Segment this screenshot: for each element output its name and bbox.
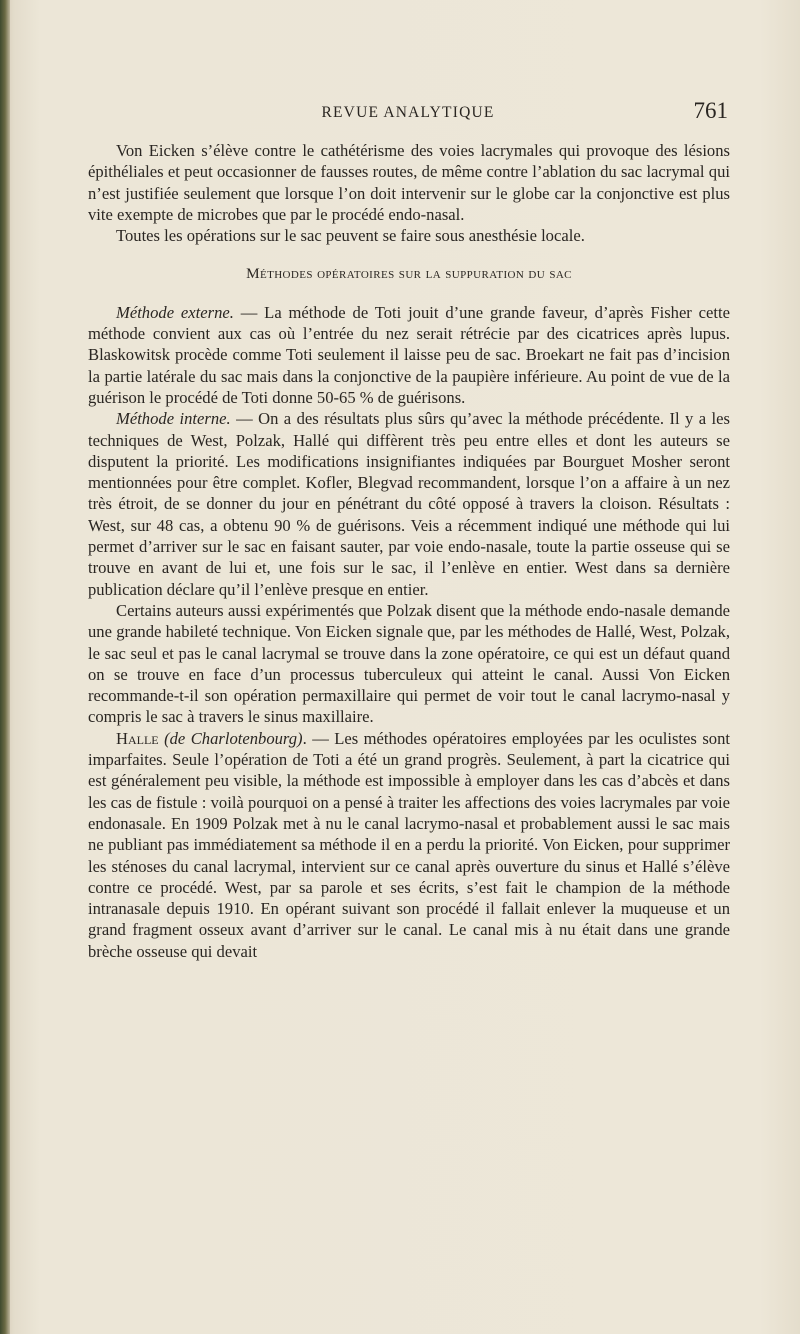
paragraph-certains-auteurs: Certains auteurs aussi expérimentés que Polzak disent que la méthode endo-nasale demande une grande habileté technique. Von Eicken signale que, par les méthodes de Hallé, West, Polzak, le sac seul et pas le canal lacrymal se trouve dans la zone opératoire, ce qui est un défaut quand on se trouve en face d’un processus tuberculeux qui atteint le canal. Aussi Von Eicken recommande-t-il son opération permaxillaire qui permet de voir tout le canal lacrymo-nasal y compris le sac à travers le sinus maxillaire.	[88, 600, 730, 727]
halle-place: (de Charlotenbourg)	[164, 728, 303, 748]
paragraph-von-eicken: Von Eicken s’élève contre le cathétérisme des voies lacrymales qui provoque des lésions épithéliales et peut occasionner de fausses routes, de même contre l’ablation du sac lacrymal qui n’est justifiée seulement que lorsque l’on doit intervenir sur le globe car la conjonctive est plus vite exempte de microbes que par le procédé endo-nasal.	[88, 141, 730, 224]
page-header	[88, 98, 728, 128]
page-number: 761	[693, 98, 728, 123]
paragraph-halle	[88, 728, 730, 962]
section-heading: Méthodes opératoires sur la suppuration du sac	[246, 265, 572, 283]
running-title: REVUE ANALYTIQUE	[321, 104, 495, 121]
halle-author: Halle	[116, 728, 159, 748]
methode-externe-label: Méthode externe.	[116, 302, 234, 322]
paragraph-anesthesie: Toutes les opérations sur le sac peuvent se faire sous anesthésie locale.	[116, 226, 585, 246]
book-binding-edge	[0, 0, 10, 1334]
paragraph-methode-externe	[88, 302, 730, 408]
paragraph-methode-interne	[88, 408, 730, 600]
methode-interne-label: Méthode interne.	[116, 409, 231, 429]
halle-text: . — Les méthodes opératoires employées par les oculistes sont imparfaites. Seule l’opération de Toti a été un grand progrès. Seulement, à part la cicatrice qui est généralement peu visible, la méthode est impossible à employer dans les cas d’abcès et dans les cas de fistule : voilà pourquoi on a pensé à traiter les affections des voies lacrymales par voie endonasale. En 1909 Polzak met à nu le canal lacrymo-nasal et probablement aussi le sac mais ne publiant pas immédiatement sa méthode il en a perdu la priorité. Von Eicken, pour supprimer les sténoses du canal lacrymal, intervient sur ce canal après ouverture du sinus et Hallé s’élève contre ce procédé. West, par sa parole et ses écrits, s’est fait le champion de la méthode intranasale depuis 1910. En opérant suivant son procédé il fallait enlever la muqueuse et un grand fragment osseux avant d’arriver sur le canal. Le canal mis à nu était dans une grande brèche osseuse qui devait	[88, 728, 730, 961]
article-body	[88, 140, 730, 962]
methode-externe-text: — La méthode de Toti jouit d’une grande faveur, d’après Fisher cette méthode convient aux cas où l’entrée du nez serait rétrécie par des cicatrices après lupus. Blaskowitsk procède comme Toti seulement il laisse peu de sac. Broekart ne fait pas d’incision la partie latérale du sac mais dans la conjonctive de la paupière inférieure. Au point de vue de la guérison le procédé de Toti donne 50-65 % de guérisons.	[88, 302, 731, 407]
methode-interne-text: — On a des résultats plus sûrs qu’avec la méthode précédente. Il y a les techniques de West, Polzak, Hallé qui diffèrent très peu entre elles et dont les auteurs se disputent la priorité. Les modifications insignifiantes indiquées par Bourguet Mosher seront mentionnées pour être complet. Kofler, Blegvad recommandent, lorsque l’on a affaire à un nez très étroit, de se donner du jour en pénétrant du côté opposé à travers la cloison. Résultats : West, sur 48 cas, a obtenu 90 % de guérisons. Veis a récemment indiqué une méthode qui lui permet d’arriver sur le sac en faisant sauter, par voie endo-nasale, toute la partie osseuse qui se trouve en avant de lui et, une fois sur le sac, il l’enlève en entier. West dans sa dernière publication déclare qu’il l’enlève presque en entier.	[88, 409, 730, 599]
